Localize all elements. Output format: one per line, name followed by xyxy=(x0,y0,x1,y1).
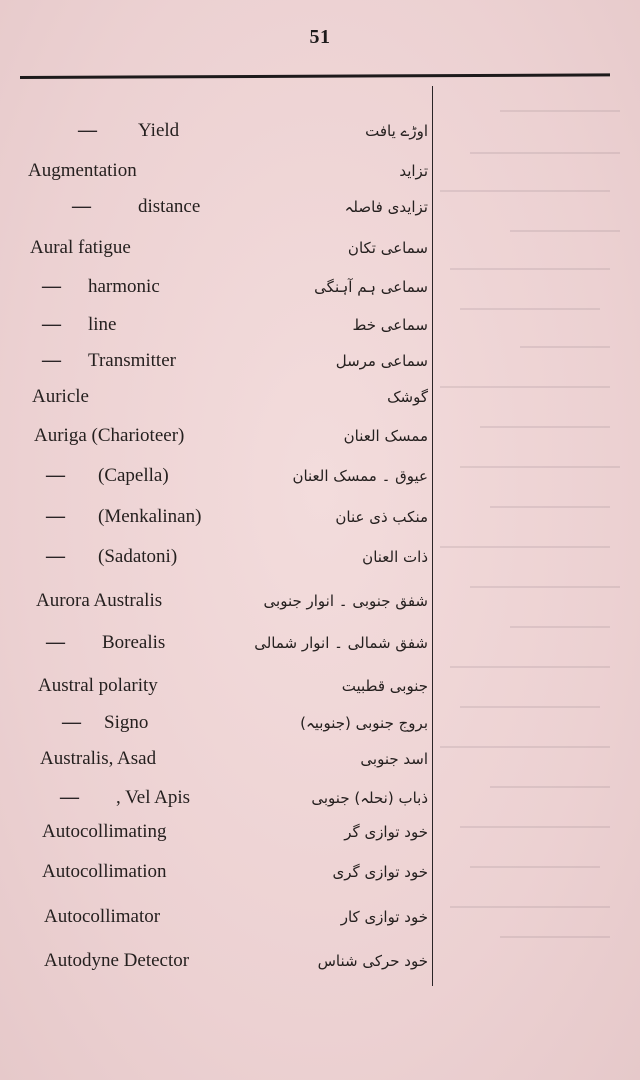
entry-dash: — xyxy=(60,787,79,808)
entry-dash: — xyxy=(46,632,65,653)
entry-row xyxy=(0,116,640,146)
entry-row xyxy=(0,233,640,263)
entry-urdu: عیوق ۔ ممسک العنان xyxy=(292,467,428,485)
entry-term: Auriga (Charioteer) xyxy=(34,425,185,446)
entry-row xyxy=(0,502,640,532)
entry-row xyxy=(0,817,640,847)
entry-dash: — xyxy=(42,276,61,297)
entry-term: Signo xyxy=(104,712,149,733)
entry-term: Augmentation xyxy=(28,160,137,181)
entry-urdu: سماعی ہم آہنگی xyxy=(314,278,428,296)
entry-term: Autocollimating xyxy=(42,821,167,842)
entry-urdu: خود توازی گری xyxy=(332,863,428,881)
entry-term: Australis, Asad xyxy=(40,748,157,769)
entry-urdu: گوشک xyxy=(387,388,428,406)
entry-term: (Capella) xyxy=(98,465,169,486)
entry-term: Austral polarity xyxy=(38,675,158,696)
entry-row xyxy=(0,783,640,813)
entry-dash: — xyxy=(62,712,81,733)
entry-row xyxy=(0,586,640,616)
entry-urdu: شفق جنوبی ۔ انوار جنوبی xyxy=(263,592,428,610)
entry-term: harmonic xyxy=(88,276,160,297)
entry-term: Autocollimator xyxy=(44,906,161,927)
page-number: 51 xyxy=(309,26,331,48)
entry-urdu: سماعی مرسل xyxy=(335,352,428,370)
entry-urdu: سماعی تکان xyxy=(347,239,428,257)
entry-term: line xyxy=(88,314,117,335)
entry-term: Borealis xyxy=(102,632,166,653)
entry-urdu: اسد جنوبی xyxy=(360,750,428,768)
entry-dash: — xyxy=(42,314,61,335)
entry-dash: — xyxy=(46,465,65,486)
entry-term: , Vel Apis xyxy=(116,787,191,808)
entry-row xyxy=(0,628,640,658)
entry-urdu: ذات العنان xyxy=(362,548,428,566)
entry-row xyxy=(0,744,640,774)
entry-term: distance xyxy=(138,196,201,217)
entry-row xyxy=(0,382,640,412)
entry-row xyxy=(0,902,640,932)
entry-term: Aural fatigue xyxy=(30,237,131,258)
entry-urdu: ذباب (نحلہ) جنوبی xyxy=(311,789,428,807)
entry-dash: — xyxy=(78,120,97,141)
entry-row xyxy=(0,542,640,572)
entry-row xyxy=(0,421,640,451)
entry-row xyxy=(0,346,640,376)
entry-row xyxy=(0,671,640,701)
entry-term: Auricle xyxy=(32,386,89,407)
entry-urdu: خود توازی گر xyxy=(344,823,428,841)
entry-term: (Menkalinan) xyxy=(98,506,202,527)
entry-urdu: اوڑے یافت xyxy=(365,122,428,140)
entry-urdu: خود حرکی شناس xyxy=(317,952,428,970)
entry-row xyxy=(0,857,640,887)
entry-term: Autodyne Detector xyxy=(44,950,190,971)
entry-dash: — xyxy=(46,546,65,567)
entry-term: Autocollimation xyxy=(42,861,167,882)
entry-row xyxy=(0,192,640,222)
entry-dash: — xyxy=(46,506,65,527)
entry-urdu: سماعی خط xyxy=(352,316,428,334)
entry-urdu: تزاید xyxy=(399,162,428,180)
entry-term: Aurora Australis xyxy=(36,590,163,611)
entry-urdu: ممسک العنان xyxy=(343,427,428,445)
entry-dash: — xyxy=(72,196,91,217)
entry-urdu: جنوبی قطبیت xyxy=(341,677,428,695)
entry-term: Yield xyxy=(138,120,180,141)
entry-row xyxy=(0,156,640,186)
entry-row xyxy=(0,272,640,302)
entry-term: (Sadatoni) xyxy=(98,546,178,567)
entry-term: Transmitter xyxy=(88,350,176,371)
entry-urdu: تزایدی فاصلہ xyxy=(344,198,428,216)
entry-row xyxy=(0,946,640,976)
entry-row xyxy=(0,708,640,738)
entry-row xyxy=(0,310,640,340)
entry-urdu: خود توازی کار xyxy=(340,908,428,926)
entry-urdu: بروج جنوبی (جنوبیہ) xyxy=(300,714,428,732)
entry-urdu: شفق شمالی ۔ انوار شمالی xyxy=(254,634,428,652)
entry-urdu: منکب ذی عنان xyxy=(335,508,428,526)
entry-dash: — xyxy=(42,350,61,371)
entry-row xyxy=(0,461,640,491)
